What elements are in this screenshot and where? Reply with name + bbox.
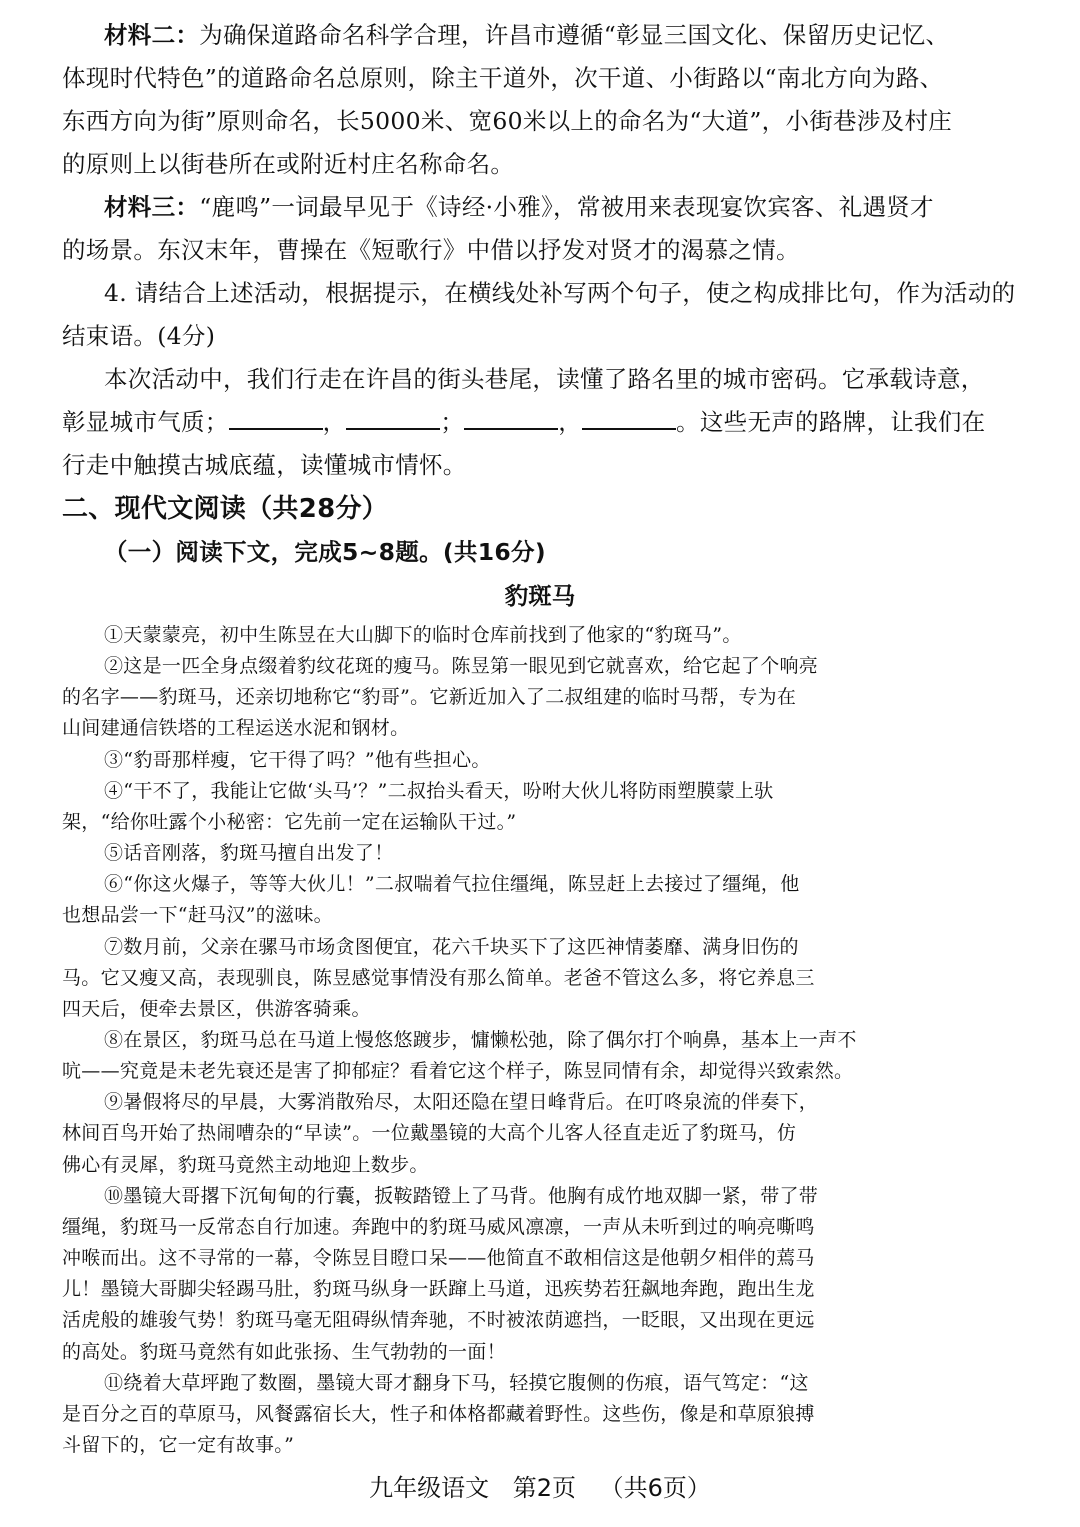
material3-line-1 (104, 188, 1038, 226)
story-line: 四天后，便牵去景区，供游客骑乘。 (62, 998, 371, 1020)
question4-line-3: 本次活动中，我们行走在许昌的街头巷尾，读懂了路名里的城市密码。它承载诗意， (104, 365, 985, 393)
section2-subheading: （一）阅读下文，完成5~8题。(共16分) (104, 538, 546, 566)
blank-line-suffix: 。这些无声的路牌，让我们在 (676, 408, 986, 436)
material2-label: 材料二： (104, 21, 200, 49)
question4-line-2: 结束语。(4分) (62, 322, 216, 350)
story-line: 活虎般的雄骏气势！豹斑马毫无阻碍纵情奔驰，不时被浓荫遮挡，一眨眼，又出现在更远 (62, 1309, 815, 1331)
story-line: ③“豹哥那样瘦，它干得了吗？”他有些担心。 (104, 749, 491, 771)
story-line: 缰绳，豹斑马一反常态自行加速。奔跑中的豹斑马威风凛凛，一声从未听到过的响亮嘶鸣 (62, 1216, 815, 1238)
story-line: ⑨暑假将尽的早晨，大雾消散殆尽，太阳还隐在望日峰背后。在叮咚泉流的伴奏下， (104, 1091, 819, 1113)
comma-1: ， (322, 408, 347, 436)
story-line: ⑪绕着大草坪跑了数圈，墨镜大哥才翻身下马，轻摸它腹侧的伤痕，语气笃定：“这 (104, 1372, 809, 1394)
story-title: 豹斑马 (504, 582, 576, 610)
semicolon: ； (440, 408, 465, 436)
story-line: 山间建通信铁塔的工程运送水泥和钢材。 (62, 717, 410, 739)
material3-text: “鹿鸣”一词最早见于《诗经·小雅》，常被用来表现宴饮宾客、礼遇贤才 (199, 193, 934, 221)
story-line: 架，“给你吐露个小秘密：它先前一定在运输队干过。” (62, 811, 517, 833)
story-line: ①天蒙蒙亮，初中生陈昱在大山脚下的临时仓库前找到了他家的“豹斑马”。 (104, 624, 742, 646)
comma-2: ， (558, 408, 583, 436)
question4-blank-line (62, 403, 1038, 441)
story-line: ⑤话音刚落，豹斑马擅自出发了！ (104, 842, 394, 864)
story-line: ②这是一匹全身点缀着豹纹花斑的瘦马。陈昱第一眼见到它就喜欢，给它起了个响亮 (104, 655, 819, 677)
story-line: 也想品尝一下“赶马汉”的滋味。 (62, 904, 333, 926)
answer-blank-3[interactable] (464, 404, 558, 430)
blank-line-prefix: 彰显城市气质； (62, 408, 229, 436)
answer-blank-4[interactable] (582, 404, 676, 430)
section2-heading: 二、现代文阅读（共28分） (62, 494, 389, 524)
question4-line-5: 行走中触摸古城底蕴，读懂城市情怀。 (62, 451, 467, 479)
story-line: ⑧在景区，豹斑马总在马道上慢悠悠踱步，慵懒松弛，除了偶尔打个响鼻，基本上一声不 (104, 1029, 857, 1051)
material2-line-4: 的原则上以街巷所在或附近村庄名称命名。 (62, 150, 515, 178)
material2-text: 为确保道路命名科学合理，许昌市遵循“彰显三国文化、保留历史记忆、 (199, 21, 950, 49)
story-line: 马。它又瘦又高，表现驯良，陈昱感觉事情没有那么简单。老爸不管这么多，将它养息三 (62, 967, 815, 989)
page-footer (0, 1470, 1080, 1506)
story-line: 的高处。豹斑马竟然有如此张扬、生气勃勃的一面！ (62, 1341, 506, 1363)
question4-line-1: 4. 请结合上述活动，根据提示，在横线处补写两个句子，使之构成排比句，作为活动的 (104, 279, 1016, 307)
answer-blank-2[interactable] (346, 404, 440, 430)
story-line: 佛心有灵犀，豹斑马竟然主动地迎上数步。 (62, 1154, 429, 1176)
story-line: 吭——究竟是未老先衰还是害了抑郁症？看着它这个样子，陈昱同情有余，却觉得兴致索然。 (62, 1060, 854, 1082)
story-line: ⑩墨镜大哥撂下沉甸甸的行囊，扳鞍踏镫上了马背。他胸有成竹地双脚一紧，带了带 (104, 1185, 819, 1207)
story-line: 斗留下的，它一定有故事。” (62, 1434, 295, 1456)
story-line: 是百分之百的草原马，风餐露宿长大，性子和体格都藏着野性。这些伤，像是和草原狼搏 (62, 1403, 815, 1425)
material2-line-3: 东西方向为街”原则命名，长5000米、宽60米以上的命名为“大道”，小街巷涉及村庄 (62, 107, 953, 135)
story-line: ⑥“你这火爆子，等等大伙儿！”二叔喘着气拉住缰绳，陈昱赶上去接过了缰绳，他 (104, 873, 800, 895)
material2-line-1 (104, 16, 1038, 54)
footer-total-pages: （共6页） (599, 1474, 711, 1502)
answer-blank-1[interactable] (229, 404, 323, 430)
footer-subject: 九年级语文 (369, 1474, 490, 1502)
material3-label: 材料三： (104, 193, 200, 221)
story-line: ④“干不了，我能让它做‘头马’？”二叔抬头看天，吩咐大伙儿将防雨塑膜蒙上驮 (104, 780, 774, 802)
material3-line-2: 的场景。东汉末年，曹操在《短歌行》中借以抒发对贤才的渴慕之情。 (62, 236, 800, 264)
material2-line-2: 体现时代特色”的道路命名总原则，除主干道外，次干道、小街路以“南北方向为路、 (62, 64, 944, 92)
story-line: ⑦数月前，父亲在骡马市场贪图便宜，花六千块买下了这匹神情萎靡、满身旧伤的 (104, 936, 799, 958)
story-line: 儿！墨镜大哥脚尖轻踢马肚，豹斑马纵身一跃蹿上马道，迅疾势若狂飙地奔跑，跑出生龙 (62, 1278, 815, 1300)
story-line: 林间百鸟开始了热闹嘈杂的“早读”。一位戴墨镜的大高个儿客人径直走近了豹斑马，仿 (62, 1122, 797, 1144)
story-line: 的名字——豹斑马，还亲切地称它“豹哥”。它新近加入了二叔组建的临时马帮，专为在 (62, 686, 797, 708)
footer-page-number: 第2页 (512, 1474, 576, 1502)
story-line: 冲喉而出。这不寻常的一幕，令陈昱目瞪口呆——他简直不敢相信这是他朝夕相伴的蔫马 (62, 1247, 815, 1269)
